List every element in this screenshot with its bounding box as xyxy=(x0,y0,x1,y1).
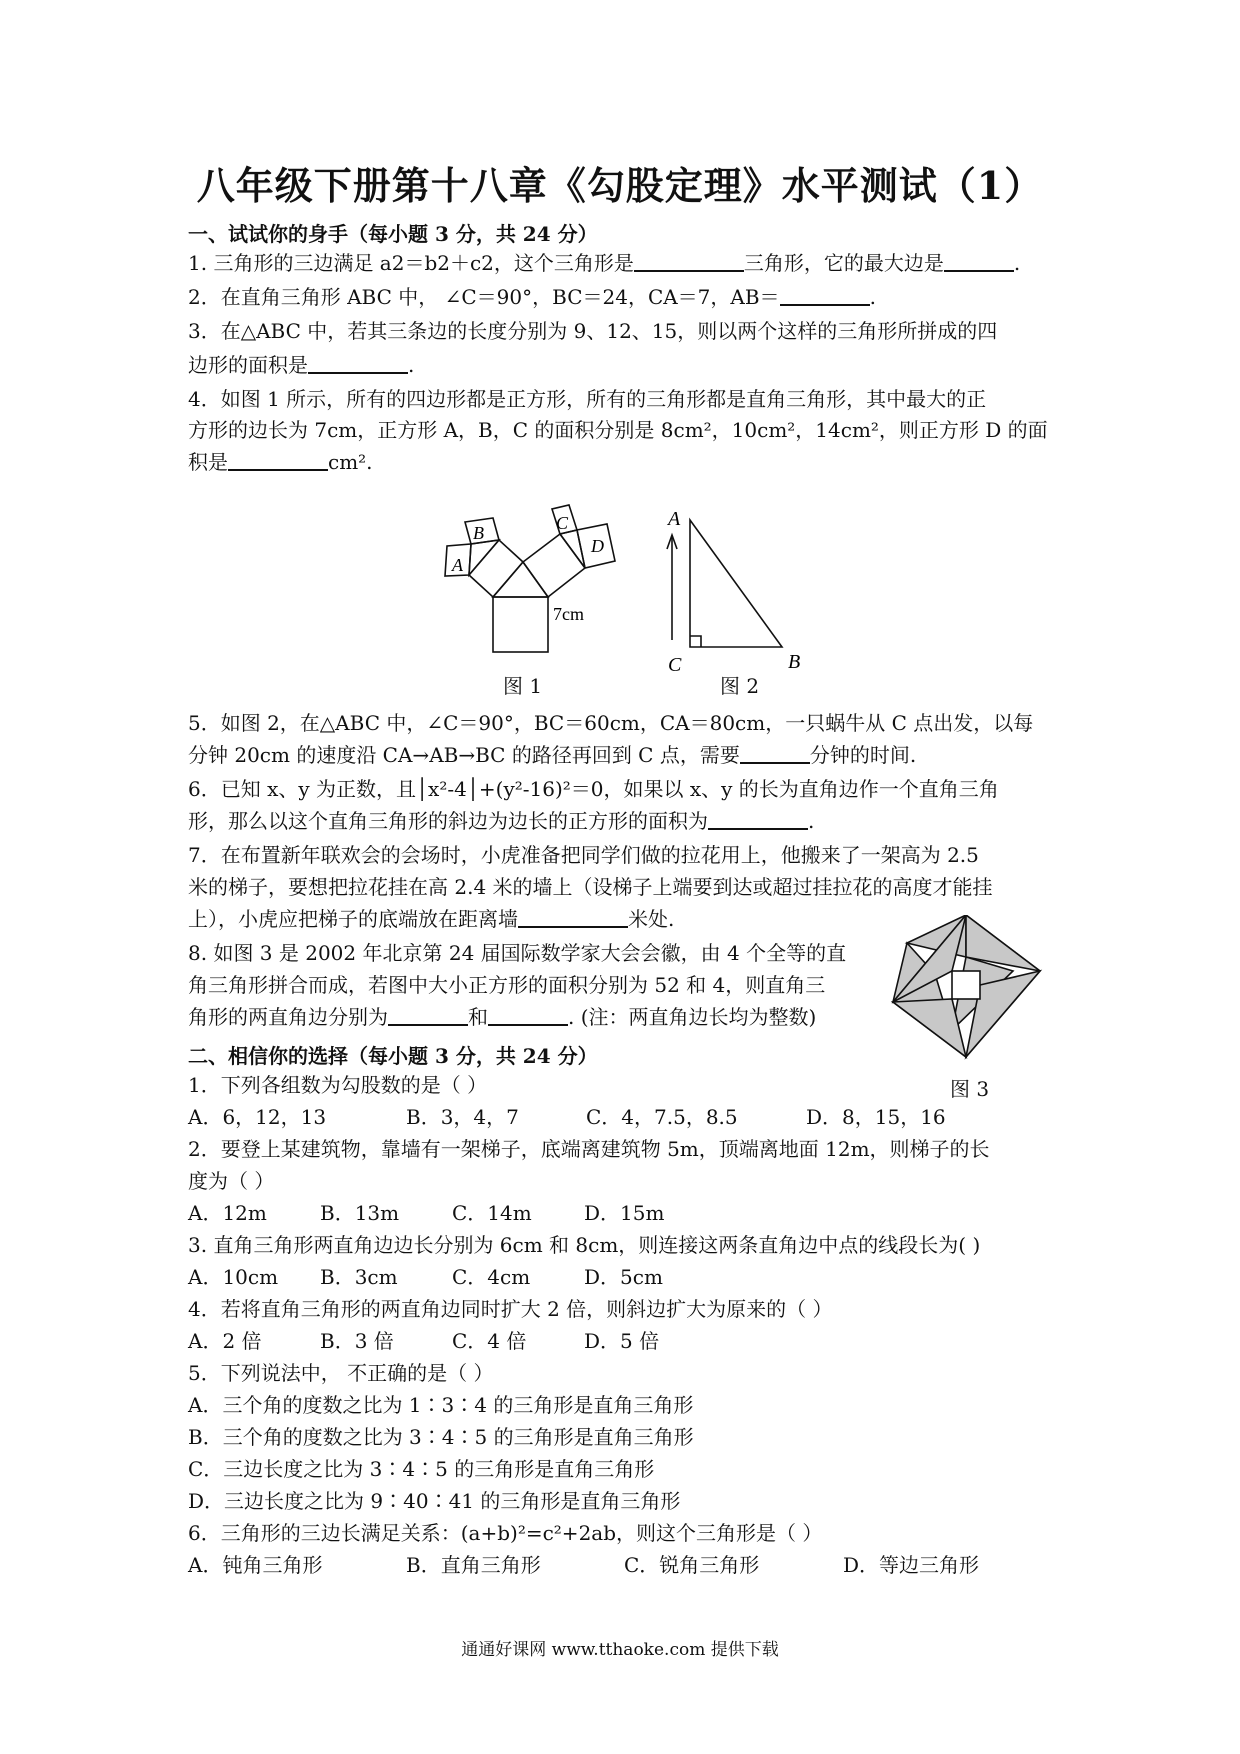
page-footer[interactable]: 通通好课网 www.tthaoke.com 提供下载 xyxy=(461,1640,779,1660)
answer-blank[interactable] xyxy=(518,906,628,928)
option-b[interactable]: B．3，4，7 xyxy=(406,1105,519,1129)
label-b: B xyxy=(788,651,801,673)
left-small-triangle xyxy=(469,540,499,575)
q2-2-line1: 2．要登上某建筑物，靠墙有一架梯子，底端离建筑物 5m，顶端离地面 12m，则梯子的长 xyxy=(188,1137,990,1161)
q1-3-line1: 3．在△ABC 中，若其三条边的长度分别为 9、12、15，则以两个这样的三角形所拼成的四 xyxy=(188,319,998,343)
option-b[interactable]: B．直角三角形 xyxy=(406,1553,541,1577)
q1-7-line1: 7．在布置新年联欢会的会场时，小虎准备把同学们做的拉花用上，他搬来了一架高为 2.5 xyxy=(188,843,979,867)
q1-6-line2: 形，那么以这个直角三角形的斜边为边长的正方形的面积为 . xyxy=(188,809,815,833)
answer-blank[interactable] xyxy=(228,449,328,471)
option-b[interactable]: B．13m xyxy=(320,1201,400,1225)
option-b[interactable]: B．3 倍 xyxy=(320,1329,394,1353)
q1-6-line1: 6．已知 x、y 为正数，且│x²-4│+(y²-16)²＝0，如果以 x、y 的长为直角边作一个直角三角 xyxy=(188,777,999,801)
q2-2-line2: 度为（ ） xyxy=(188,1169,275,1193)
section-1-heading: 一、试试你的身手（每小题 3 分，共 24 分） xyxy=(188,222,598,246)
option-c[interactable]: C．4 倍 xyxy=(452,1329,527,1353)
answer-blank[interactable] xyxy=(944,250,1014,272)
option-c[interactable]: C．锐角三角形 xyxy=(624,1553,760,1577)
answer-blank[interactable] xyxy=(740,742,810,764)
label-b: B xyxy=(473,523,484,543)
q1-8-line1: 8. 如图 3 是 2002 年北京第 24 届国际数学家大会会徽，由 4 个全等的直 xyxy=(188,941,847,965)
option-d[interactable]: D．三边长度之比为 9∶40∶41 的三角形是直角三角形 xyxy=(188,1489,681,1513)
q1-7-line3: 上），小虎应把梯子的底端放在距离墙 米处. xyxy=(188,907,675,931)
figure-1-caption: 图 1 xyxy=(503,674,543,698)
right-angle-mark xyxy=(690,636,701,647)
answer-blank[interactable] xyxy=(308,352,408,374)
q1-4-line2: 方形的边长为 7cm，正方形 A，B，C 的面积分别是 8cm²，10cm²，14cm²，则正方形 D 的面 xyxy=(188,418,1048,442)
option-a[interactable]: A．钝角三角形 xyxy=(188,1553,323,1577)
big-square xyxy=(493,597,548,652)
figure-3-caption: 图 3 xyxy=(950,1077,990,1101)
option-b[interactable]: B．三个角的度数之比为 3∶4∶5 的三角形是直角三角形 xyxy=(188,1425,694,1449)
figure-3 xyxy=(885,915,1055,1065)
section-2-heading: 二、相信你的选择（每小题 3 分，共 24 分） xyxy=(188,1044,598,1068)
option-b[interactable]: B．3cm xyxy=(320,1265,398,1289)
label-c: C xyxy=(668,654,682,675)
option-d[interactable]: D．15m xyxy=(584,1201,665,1225)
answer-blank[interactable] xyxy=(488,1004,568,1026)
q1-1: 1. 三角形的三边满足 a2＝b2＋c2，这个三角形是 三角形，它的最大边是 . xyxy=(188,251,1021,275)
answer-blank[interactable] xyxy=(388,1004,468,1026)
right-triangle xyxy=(893,999,966,1057)
option-c[interactable]: C．三边长度之比为 3∶4∶5 的三角形是直角三角形 xyxy=(188,1457,655,1481)
left-leg-square xyxy=(469,540,523,597)
option-a[interactable]: A．三个角的度数之比为 1∶3∶4 的三角形是直角三角形 xyxy=(188,1393,694,1417)
label-side: 7cm xyxy=(553,604,584,624)
figure-1 xyxy=(435,490,625,660)
center-square xyxy=(952,971,980,999)
label-d: D xyxy=(591,536,604,556)
q1-7-line2: 米的梯子，要想把拉花挂在高 2.4 米的墙上（设梯子上端要到达或超过挂拉花的高度才能挂 xyxy=(188,875,993,899)
option-d[interactable]: D．8，15，16 xyxy=(806,1105,946,1129)
label-a: A xyxy=(668,508,681,530)
q2-4-stem: 4．若将直角三角形的两直角边同时扩大 2 倍，则斜边扩大为原来的（ ） xyxy=(188,1297,833,1321)
top-triangle xyxy=(493,562,548,597)
page-title: 八年级下册第十八章《勾股定理》水平测试（1） xyxy=(196,163,1044,208)
option-d[interactable]: D．等边三角形 xyxy=(843,1553,980,1577)
q1-5-line2: 分钟 20cm 的速度沿 CA→AB→BC 的路径再回到 C 点，需要 分钟的时间. xyxy=(188,743,917,767)
option-a[interactable]: A．2 倍 xyxy=(188,1329,262,1353)
option-c[interactable]: C．4，7.5，8.5 xyxy=(586,1105,738,1129)
answer-blank[interactable] xyxy=(634,250,744,272)
q2-6-stem: 6．三角形的三边长满足关系：(a+b)²=c²+2ab，则这个三角形是（ ） xyxy=(188,1521,823,1545)
option-d[interactable]: D．5cm xyxy=(584,1265,663,1289)
q2-3-stem: 3. 直角三角形两直角边边长分别为 6cm 和 8cm，则连接这两条直角边中点的线段长为( ) xyxy=(188,1233,981,1257)
option-a[interactable]: A．12m xyxy=(188,1201,267,1225)
option-c[interactable]: C．4cm xyxy=(452,1265,531,1289)
option-c[interactable]: C．14m xyxy=(452,1201,532,1225)
answer-blank[interactable] xyxy=(708,808,808,830)
figure-2-caption: 图 2 xyxy=(720,674,760,698)
q1-4-line3: 积是 cm². xyxy=(188,450,373,474)
q2-1-stem: 1．下列各组数为勾股数的是（ ） xyxy=(188,1073,488,1097)
label-c: C xyxy=(556,513,569,533)
q1-2: 2．在直角三角形 ABC 中， ∠C＝90°，BC＝24，CA＝7，AB＝ . xyxy=(188,285,876,309)
figure-2 xyxy=(660,505,810,675)
triangle-abc xyxy=(690,520,782,647)
option-d[interactable]: D．5 倍 xyxy=(584,1329,660,1353)
option-a[interactable]: A．10cm xyxy=(188,1265,279,1289)
right-leg-square xyxy=(523,534,585,597)
q1-8-line2: 角三角形拼合而成，若图中大小正方形的面积分别为 52 和 4，则直角三 xyxy=(188,973,826,997)
label-a: A xyxy=(452,555,463,575)
q1-8-line3: 角形的两直角边分别为 和 . (注：两直角边长均为整数) xyxy=(188,1005,817,1029)
q2-5-stem: 5．下列说法中， 不正确的是（ ） xyxy=(188,1361,494,1385)
q1-5-line1: 5．如图 2，在△ABC 中，∠C＝90°，BC＝60cm，CA＝80cm，一只蜗牛从 C 点出发，以每 xyxy=(188,711,1034,735)
option-a[interactable]: A．6，12，13 xyxy=(188,1105,327,1129)
q1-4-line1: 4．如图 1 所示，所有的四边形都是正方形，所有的三角形都是直角三角形，其中最大的正 xyxy=(188,387,987,411)
answer-blank[interactable] xyxy=(780,284,870,306)
q1-3-line2: 边形的面积是 . xyxy=(188,353,415,377)
